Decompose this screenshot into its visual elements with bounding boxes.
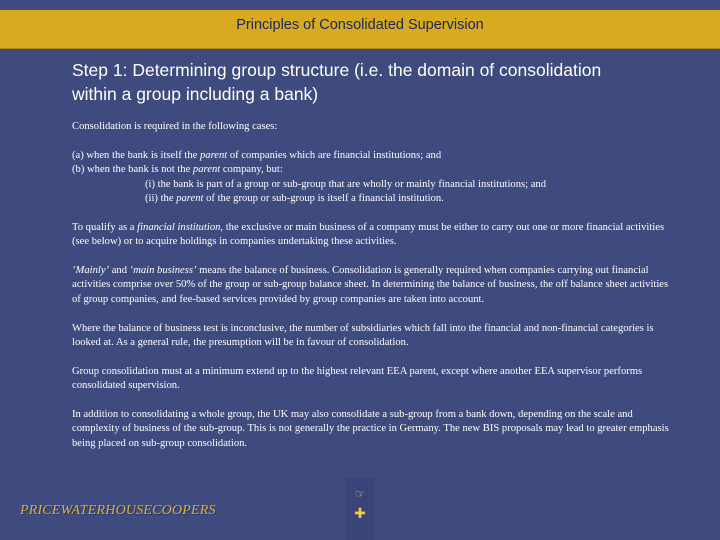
financial-institution-paragraph [72,221,677,250]
step-title [72,58,692,106]
case-b-text-end: company, but: [220,164,283,176]
case-a-text-end: of companies which are financial institutions; and [227,149,442,161]
body-text [72,120,677,451]
case-b-ii-emphasis: parent [176,193,204,205]
case-a-emphasis: parent [199,149,228,161]
intro-paragraph: Consolidation is required in the following cases: [72,121,278,132]
case-a-text: (a) when the bank is itself the [72,149,200,161]
plus-icon[interactable]: ✚ [354,506,366,522]
pointing-hand-icon[interactable]: ☞ [354,487,366,501]
main-business-emphasis: ‘main business’ [129,265,197,277]
fi-emphasis: financial institution, [137,221,224,233]
header-title: Principles of Consolidated Supervision [236,17,484,33]
mainly-text: means the balance of business. Consolidation is generally required when companies carrying out financial activities comprise over 50% of the group or sub-group balance sheet. In determining the balance of business, the off balance sheet activities of group companies, and fee-based services provided by group companies are taken into account. [72,265,669,305]
case-b-ii-text-end: of the group or sub-group is itself a financial institution. [203,193,444,205]
fi-text-end: the exclusive or main business of a company must be either to carry out one or more financial activities (see below) or to acquire holdings in companies undertaking these activities. [72,221,665,248]
case-b-ii-text: (ii) the [145,193,177,205]
mainly-emphasis: ‘Mainly’ [72,265,110,277]
case-b-text: (b) when the bank is not the [72,164,193,176]
case-a [72,149,677,163]
case-b-i: (i) the bank is part of a group or sub-group that are wholly or mainly financial institutions; and [145,178,547,190]
fi-text: To qualify as a [72,221,138,233]
eea-paragraph: Group consolidation must at a minimum extend up to the highest relevant EEA parent, except where another EEA supervisor performs consolidated supervision. [72,365,643,392]
step-title-line1: Step 1: Determining group structure (i.e. the domain of consolidation [72,60,602,80]
top-band [0,0,720,10]
step-title-line2: within a group including a bank) [72,84,319,104]
mainly-and: and [109,265,130,277]
balance-test-paragraph: Where the balance of business test is inconclusive, the number of subsidiaries which fall into the financial and non-financial categories is looked at. As a general rule, the presumption will be in favour of consolidation. [72,322,654,349]
case-b-ii [72,192,677,206]
case-b-emphasis: parent [192,164,221,176]
pricewaterhousecoopers-logo: PRICEWATERHOUSECOOPERS [20,503,216,518]
sub-group-paragraph: In addition to consolidating a whole group, the UK may also consolidate a sub-group from a bank down, depending on the scale and complexity of business of the sub-group. This is not generally the practice in Germany. The new BIS proposals may lead to greater emphasis being placed on sub-group consolidation. [72,409,669,449]
mainly-paragraph [72,264,677,307]
case-b [72,163,677,177]
